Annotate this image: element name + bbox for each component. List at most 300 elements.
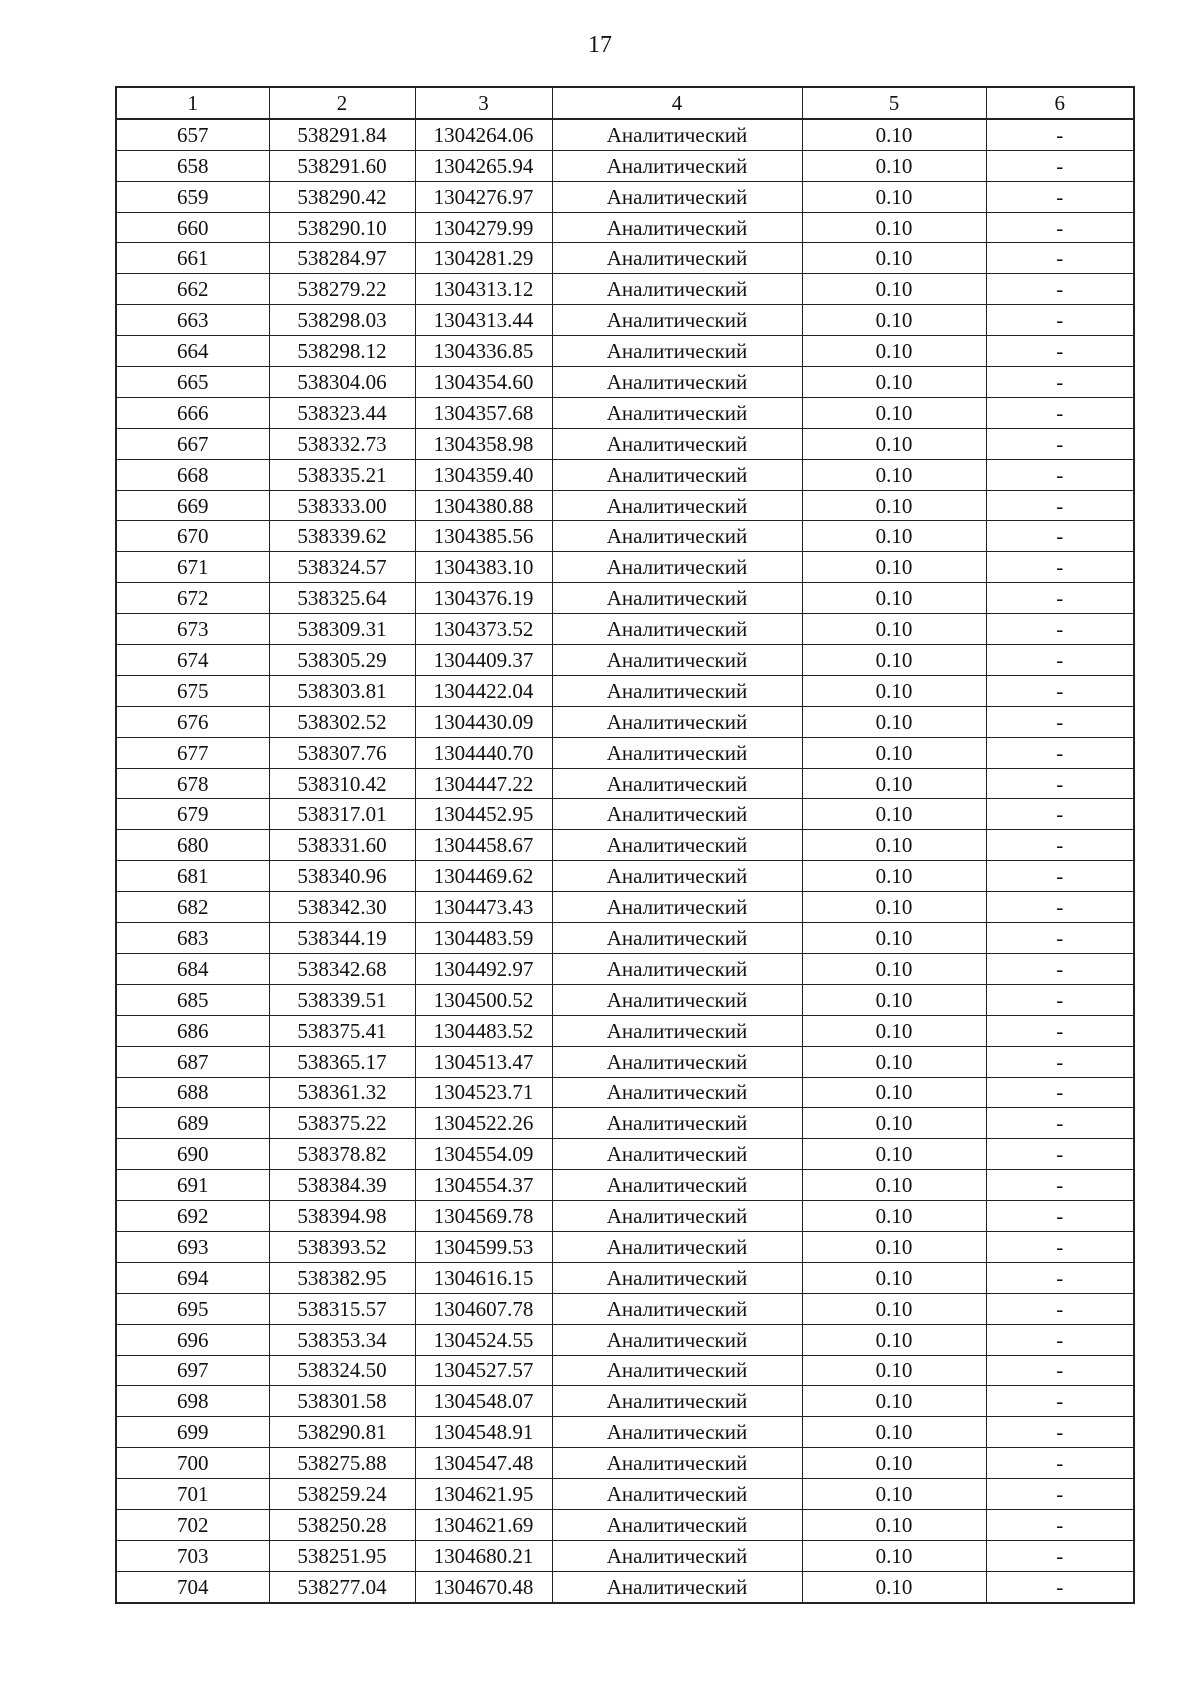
cell-method: Аналитический [552,459,802,490]
header-cell-1: 1 [116,87,269,119]
cell-note: - [986,552,1134,583]
cell-note: - [986,305,1134,336]
cell-point-number: 680 [116,830,269,861]
table-row [116,953,1134,984]
cell-accuracy: 0.10 [802,1293,986,1324]
cell-y-coordinate: 1304336.85 [415,336,552,367]
table-row [116,212,1134,243]
cell-method: Аналитический [552,1262,802,1293]
cell-accuracy: 0.10 [802,459,986,490]
cell-y-coordinate: 1304447.22 [415,768,552,799]
cell-note: - [986,243,1134,274]
cell-method: Аналитический [552,428,802,459]
cell-note: - [986,1571,1134,1602]
cell-accuracy: 0.10 [802,1139,986,1170]
table-row [116,799,1134,830]
cell-point-number: 661 [116,243,269,274]
cell-note: - [986,1355,1134,1386]
table-row [116,1262,1134,1293]
cell-point-number: 682 [116,892,269,923]
cell-method: Аналитический [552,1077,802,1108]
table-row [116,1417,1134,1448]
table-row [116,274,1134,305]
cell-note: - [986,923,1134,954]
cell-x-coordinate: 538333.00 [269,490,415,521]
cell-x-coordinate: 538375.41 [269,1015,415,1046]
cell-method: Аналитический [552,119,802,150]
cell-accuracy: 0.10 [802,737,986,768]
cell-accuracy: 0.10 [802,799,986,830]
cell-y-coordinate: 1304313.12 [415,274,552,305]
cell-y-coordinate: 1304357.68 [415,397,552,428]
cell-x-coordinate: 538324.57 [269,552,415,583]
cell-y-coordinate: 1304409.37 [415,645,552,676]
table-row [116,830,1134,861]
cell-point-number: 666 [116,397,269,428]
cell-method: Аналитический [552,1293,802,1324]
cell-point-number: 665 [116,367,269,398]
cell-point-number: 694 [116,1262,269,1293]
table-row [116,119,1134,150]
cell-x-coordinate: 538290.81 [269,1417,415,1448]
coordinates-table [115,86,1135,1604]
cell-accuracy: 0.10 [802,830,986,861]
cell-note: - [986,799,1134,830]
cell-accuracy: 0.10 [802,367,986,398]
cell-accuracy: 0.10 [802,706,986,737]
cell-method: Аналитический [552,490,802,521]
cell-note: - [986,892,1134,923]
cell-method: Аналитический [552,675,802,706]
cell-x-coordinate: 538279.22 [269,274,415,305]
cell-note: - [986,212,1134,243]
table-row [116,861,1134,892]
cell-accuracy: 0.10 [802,645,986,676]
cell-point-number: 683 [116,923,269,954]
cell-point-number: 673 [116,614,269,645]
cell-x-coordinate: 538335.21 [269,459,415,490]
cell-point-number: 693 [116,1231,269,1262]
cell-method: Аналитический [552,1509,802,1540]
cell-method: Аналитический [552,1479,802,1510]
cell-point-number: 703 [116,1540,269,1571]
cell-point-number: 699 [116,1417,269,1448]
cell-y-coordinate: 1304548.07 [415,1386,552,1417]
cell-note: - [986,150,1134,181]
cell-note: - [986,1324,1134,1355]
cell-y-coordinate: 1304281.29 [415,243,552,274]
cell-y-coordinate: 1304670.48 [415,1571,552,1602]
page-number: 17 [588,32,612,58]
cell-point-number: 704 [116,1571,269,1602]
cell-accuracy: 0.10 [802,212,986,243]
cell-x-coordinate: 538344.19 [269,923,415,954]
cell-note: - [986,861,1134,892]
cell-accuracy: 0.10 [802,1108,986,1139]
cell-accuracy: 0.10 [802,336,986,367]
cell-accuracy: 0.10 [802,274,986,305]
cell-accuracy: 0.10 [802,953,986,984]
cell-method: Аналитический [552,892,802,923]
cell-accuracy: 0.10 [802,150,986,181]
cell-method: Аналитический [552,1448,802,1479]
cell-x-coordinate: 538315.57 [269,1293,415,1324]
cell-y-coordinate: 1304265.94 [415,150,552,181]
cell-y-coordinate: 1304569.78 [415,1201,552,1232]
cell-x-coordinate: 538324.50 [269,1355,415,1386]
cell-method: Аналитический [552,367,802,398]
cell-note: - [986,614,1134,645]
cell-point-number: 685 [116,984,269,1015]
cell-accuracy: 0.10 [802,1386,986,1417]
cell-accuracy: 0.10 [802,243,986,274]
cell-y-coordinate: 1304607.78 [415,1293,552,1324]
cell-point-number: 688 [116,1077,269,1108]
cell-point-number: 658 [116,150,269,181]
cell-note: - [986,737,1134,768]
cell-y-coordinate: 1304358.98 [415,428,552,459]
cell-method: Аналитический [552,1386,802,1417]
table-row [116,1448,1134,1479]
cell-y-coordinate: 1304276.97 [415,181,552,212]
cell-method: Аналитический [552,1355,802,1386]
cell-accuracy: 0.10 [802,1015,986,1046]
cell-point-number: 663 [116,305,269,336]
table-row [116,675,1134,706]
cell-y-coordinate: 1304492.97 [415,953,552,984]
cell-method: Аналитический [552,1046,802,1077]
cell-accuracy: 0.10 [802,397,986,428]
cell-accuracy: 0.10 [802,1170,986,1201]
cell-x-coordinate: 538375.22 [269,1108,415,1139]
cell-point-number: 687 [116,1046,269,1077]
cell-point-number: 672 [116,583,269,614]
cell-y-coordinate: 1304422.04 [415,675,552,706]
cell-y-coordinate: 1304599.53 [415,1231,552,1262]
cell-x-coordinate: 538305.29 [269,645,415,676]
table-row [116,1077,1134,1108]
cell-point-number: 679 [116,799,269,830]
cell-method: Аналитический [552,150,802,181]
cell-method: Аналитический [552,181,802,212]
cell-x-coordinate: 538250.28 [269,1509,415,1540]
cell-note: - [986,1417,1134,1448]
cell-y-coordinate: 1304383.10 [415,552,552,583]
cell-point-number: 671 [116,552,269,583]
cell-method: Аналитический [552,1170,802,1201]
cell-method: Аналитический [552,923,802,954]
cell-x-coordinate: 538291.60 [269,150,415,181]
cell-point-number: 698 [116,1386,269,1417]
cell-accuracy: 0.10 [802,1417,986,1448]
table-body [116,119,1134,1603]
table-row [116,1479,1134,1510]
cell-note: - [986,768,1134,799]
cell-method: Аналитический [552,1571,802,1602]
cell-note: - [986,521,1134,552]
table-row [116,552,1134,583]
cell-x-coordinate: 538342.30 [269,892,415,923]
cell-method: Аналитический [552,1139,802,1170]
cell-point-number: 689 [116,1108,269,1139]
cell-x-coordinate: 538382.95 [269,1262,415,1293]
cell-x-coordinate: 538317.01 [269,799,415,830]
table-row [116,1386,1134,1417]
cell-y-coordinate: 1304440.70 [415,737,552,768]
table-row [116,614,1134,645]
cell-y-coordinate: 1304373.52 [415,614,552,645]
cell-x-coordinate: 538290.42 [269,181,415,212]
cell-x-coordinate: 538393.52 [269,1231,415,1262]
table-row [116,645,1134,676]
cell-accuracy: 0.10 [802,552,986,583]
cell-note: - [986,181,1134,212]
cell-y-coordinate: 1304524.55 [415,1324,552,1355]
cell-method: Аналитический [552,706,802,737]
cell-x-coordinate: 538277.04 [269,1571,415,1602]
table-row [116,243,1134,274]
cell-y-coordinate: 1304483.52 [415,1015,552,1046]
cell-note: - [986,428,1134,459]
cell-y-coordinate: 1304616.15 [415,1262,552,1293]
cell-y-coordinate: 1304548.91 [415,1417,552,1448]
cell-x-coordinate: 538310.42 [269,768,415,799]
cell-x-coordinate: 538394.98 [269,1201,415,1232]
cell-note: - [986,459,1134,490]
table-row [116,583,1134,614]
table-row [116,521,1134,552]
cell-method: Аналитический [552,1015,802,1046]
cell-point-number: 670 [116,521,269,552]
cell-y-coordinate: 1304527.57 [415,1355,552,1386]
cell-accuracy: 0.10 [802,305,986,336]
cell-method: Аналитический [552,583,802,614]
cell-x-coordinate: 538284.97 [269,243,415,274]
table-row [116,1015,1134,1046]
cell-accuracy: 0.10 [802,521,986,552]
cell-point-number: 701 [116,1479,269,1510]
cell-method: Аналитический [552,521,802,552]
table-row [116,428,1134,459]
cell-method: Аналитический [552,645,802,676]
cell-y-coordinate: 1304473.43 [415,892,552,923]
cell-point-number: 684 [116,953,269,984]
cell-point-number: 691 [116,1170,269,1201]
cell-note: - [986,953,1134,984]
cell-accuracy: 0.10 [802,1201,986,1232]
cell-accuracy: 0.10 [802,1448,986,1479]
table-row [116,1540,1134,1571]
cell-method: Аналитический [552,1417,802,1448]
cell-method: Аналитический [552,1201,802,1232]
cell-x-coordinate: 538304.06 [269,367,415,398]
cell-x-coordinate: 538365.17 [269,1046,415,1077]
table-row [116,984,1134,1015]
cell-x-coordinate: 538291.84 [269,119,415,150]
cell-point-number: 668 [116,459,269,490]
cell-x-coordinate: 538340.96 [269,861,415,892]
cell-note: - [986,119,1134,150]
table-row [116,336,1134,367]
table-row [116,305,1134,336]
table-row [116,1046,1134,1077]
cell-method: Аналитический [552,1231,802,1262]
table-row [116,892,1134,923]
cell-accuracy: 0.10 [802,1046,986,1077]
cell-note: - [986,490,1134,521]
table-row [116,768,1134,799]
cell-x-coordinate: 538301.58 [269,1386,415,1417]
cell-accuracy: 0.10 [802,181,986,212]
cell-point-number: 678 [116,768,269,799]
cell-note: - [986,397,1134,428]
cell-point-number: 659 [116,181,269,212]
cell-x-coordinate: 538275.88 [269,1448,415,1479]
cell-method: Аналитический [552,552,802,583]
cell-note: - [986,1201,1134,1232]
cell-y-coordinate: 1304621.69 [415,1509,552,1540]
cell-y-coordinate: 1304376.19 [415,583,552,614]
cell-note: - [986,1540,1134,1571]
cell-y-coordinate: 1304483.59 [415,923,552,954]
table-row [116,459,1134,490]
table-row [116,1571,1134,1602]
cell-y-coordinate: 1304279.99 [415,212,552,243]
cell-note: - [986,645,1134,676]
cell-method: Аналитический [552,861,802,892]
cell-note: - [986,706,1134,737]
cell-accuracy: 0.10 [802,923,986,954]
cell-x-coordinate: 538332.73 [269,428,415,459]
cell-point-number: 674 [116,645,269,676]
cell-note: - [986,583,1134,614]
cell-accuracy: 0.10 [802,892,986,923]
cell-note: - [986,1046,1134,1077]
table-row [116,1231,1134,1262]
header-cell-5: 5 [802,87,986,119]
cell-note: - [986,1293,1134,1324]
cell-method: Аналитический [552,1540,802,1571]
cell-note: - [986,1108,1134,1139]
cell-y-coordinate: 1304430.09 [415,706,552,737]
table-header [116,87,1134,119]
cell-note: - [986,1262,1134,1293]
cell-y-coordinate: 1304621.95 [415,1479,552,1510]
cell-method: Аналитический [552,984,802,1015]
header-cell-3: 3 [415,87,552,119]
cell-point-number: 690 [116,1139,269,1170]
cell-point-number: 657 [116,119,269,150]
cell-accuracy: 0.10 [802,768,986,799]
cell-point-number: 700 [116,1448,269,1479]
cell-x-coordinate: 538251.95 [269,1540,415,1571]
cell-y-coordinate: 1304359.40 [415,459,552,490]
cell-y-coordinate: 1304547.48 [415,1448,552,1479]
cell-point-number: 696 [116,1324,269,1355]
cell-point-number: 664 [116,336,269,367]
cell-method: Аналитический [552,274,802,305]
cell-method: Аналитический [552,397,802,428]
cell-x-coordinate: 538339.62 [269,521,415,552]
table-row [116,706,1134,737]
cell-point-number: 667 [116,428,269,459]
table-row [116,181,1134,212]
cell-accuracy: 0.10 [802,675,986,706]
cell-point-number: 675 [116,675,269,706]
table-row [116,367,1134,398]
cell-x-coordinate: 538384.39 [269,1170,415,1201]
cell-accuracy: 0.10 [802,1262,986,1293]
cell-note: - [986,984,1134,1015]
table-row [116,1509,1134,1540]
table-row [116,923,1134,954]
table-row [116,1139,1134,1170]
cell-x-coordinate: 538325.64 [269,583,415,614]
cell-method: Аналитический [552,1108,802,1139]
cell-point-number: 662 [116,274,269,305]
cell-accuracy: 0.10 [802,1571,986,1602]
cell-method: Аналитический [552,953,802,984]
cell-point-number: 695 [116,1293,269,1324]
cell-method: Аналитический [552,212,802,243]
cell-accuracy: 0.10 [802,1077,986,1108]
cell-accuracy: 0.10 [802,614,986,645]
cell-x-coordinate: 538303.81 [269,675,415,706]
cell-note: - [986,675,1134,706]
cell-method: Аналитический [552,737,802,768]
cell-x-coordinate: 538323.44 [269,397,415,428]
cell-x-coordinate: 538259.24 [269,1479,415,1510]
table-row [116,1355,1134,1386]
cell-x-coordinate: 538309.31 [269,614,415,645]
cell-y-coordinate: 1304469.62 [415,861,552,892]
cell-note: - [986,1386,1134,1417]
cell-x-coordinate: 538353.34 [269,1324,415,1355]
table-row [116,1324,1134,1355]
table-row [116,1108,1134,1139]
cell-note: - [986,1170,1134,1201]
cell-x-coordinate: 538298.03 [269,305,415,336]
cell-y-coordinate: 1304513.47 [415,1046,552,1077]
cell-accuracy: 0.10 [802,1324,986,1355]
cell-accuracy: 0.10 [802,861,986,892]
cell-accuracy: 0.10 [802,1540,986,1571]
cell-note: - [986,1139,1134,1170]
cell-x-coordinate: 538298.12 [269,336,415,367]
cell-point-number: 697 [116,1355,269,1386]
cell-accuracy: 0.10 [802,428,986,459]
cell-method: Аналитический [552,1324,802,1355]
cell-point-number: 692 [116,1201,269,1232]
cell-x-coordinate: 538378.82 [269,1139,415,1170]
cell-accuracy: 0.10 [802,1509,986,1540]
table-row [116,1201,1134,1232]
cell-note: - [986,1479,1134,1510]
cell-point-number: 660 [116,212,269,243]
cell-note: - [986,1231,1134,1262]
cell-note: - [986,274,1134,305]
cell-note: - [986,1077,1134,1108]
header-cell-4: 4 [552,87,802,119]
table-row [116,490,1134,521]
cell-y-coordinate: 1304380.88 [415,490,552,521]
cell-point-number: 677 [116,737,269,768]
header-cell-6: 6 [986,87,1134,119]
cell-y-coordinate: 1304458.67 [415,830,552,861]
cell-note: - [986,336,1134,367]
table-row [116,1170,1134,1201]
cell-point-number: 669 [116,490,269,521]
